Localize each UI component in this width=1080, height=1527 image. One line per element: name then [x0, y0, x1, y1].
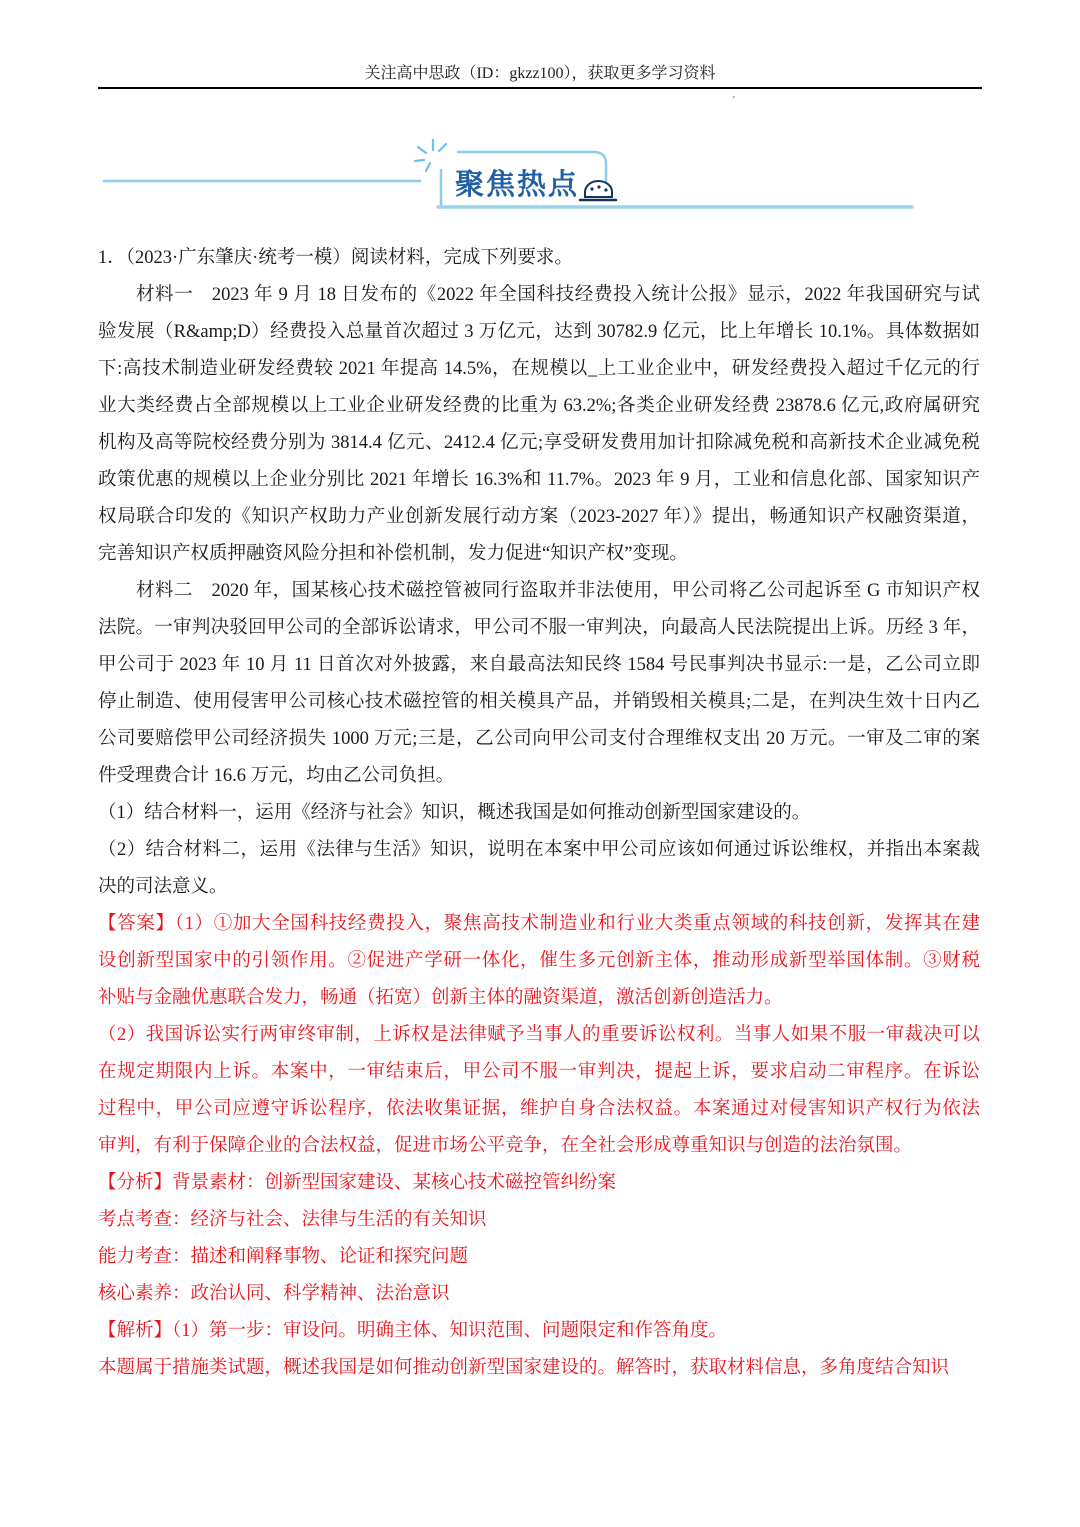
question-intro: 1．（2023·广东肇庆·统考一模）阅读材料，完成下列要求。 — [98, 248, 573, 268]
material-2-line: 法院。一审判决驳回甲公司的全部诉讼请求，甲公司不服一审判决，向最高人民法院提出上诉。历经 3 年， — [98, 618, 980, 638]
material-2-line: 停止制造、使用侵害甲公司核心技术磁控管的相关模具产品，并销毁相关模具;二是，在判决生效十日内乙 — [98, 692, 980, 712]
answer-line: 补贴与金融优惠联合发力，畅通（拓宽）创新主体的融资渠道，激活创新创造活力。 — [98, 988, 783, 1008]
material-1-line: 政策优惠的规模以上企业分别比 2021 年增长 16.3%和 11.7%。2023 年 9 月，工业和信息化部、国家知识产 — [98, 470, 980, 490]
material-1-label: 材料一 — [136, 285, 194, 305]
material-1-line: 权局联合印发的《知识产权助力产业创新发展行动方案（2023-2027 年）》提出，畅通知识产权融资渠道， — [98, 507, 980, 527]
answer-line: 审判，有利于保障企业的合法权益，促进市场公平竞争，在全社会形成尊重知识与创造的法治氛围。 — [98, 1136, 913, 1156]
answer-line: 在规定期限内上诉。本案中，一审结束后，甲公司不服一审判决，提起上诉，要求启动二审程序。在诉讼 — [98, 1062, 980, 1082]
banner-title: 聚焦热点 — [455, 167, 580, 201]
answer-first-line — [98, 906, 980, 943]
task-1-line: （1）结合材料一，运用《经济与社会》知识，概述我国是如何推动创新型国家建设的。 — [98, 803, 811, 823]
analysis-first-line — [98, 1165, 980, 1202]
answer-line: （2）我国诉讼实行两审终审制，上诉权是法律赋予当事人的重要诉讼权利。当事人如果不服一审裁决可以 — [98, 1025, 980, 1045]
analysis-label: 【分析】 — [98, 1173, 173, 1193]
cup-icon — [580, 181, 616, 200]
material-2-line: 件受理费合计 16.6 万元，均由乙公司负担。 — [98, 766, 455, 786]
material-1-line: 验发展（R&amp;D）经费投入总量首次超过 3 万亿元，达到 30782.9 亿元，比上年增长 10.1%。具体数据如 — [98, 322, 980, 342]
sparkle-icon — [415, 140, 446, 171]
task-2-line: 决的司法意义。 — [98, 877, 228, 897]
header-rule — [98, 87, 982, 89]
material-1-line: 下:高技术制造业研发经费较 2021 年提高 14.5%，在规模以_上工业企业中，研发经费投入超过千亿元的行 — [98, 359, 980, 379]
explanation-label: 【解析】 — [98, 1321, 173, 1341]
explanation-line: 本题属于措施类试题，概述我国是如何推动创新型国家建设的。解答时，获取材料信息，多角度结合知识 — [98, 1358, 950, 1378]
answer-label: 【答案】 — [98, 914, 175, 934]
page-header: 关注高中思政（ID：gkzz100），获取更多学习资料 — [364, 65, 716, 82]
stray-mark: ' — [733, 95, 735, 106]
material-2-line: 公司要赔偿甲公司经济损失 1000 万元;三是，乙公司向甲公司支付合理维权支出 20 万元。一审及二审的案 — [98, 729, 980, 749]
analysis-line: 考点考查：经济与社会、法律与生活的有关知识 — [98, 1210, 487, 1230]
banner-graphic — [0, 120, 1080, 220]
material-2-line: 甲公司于 2023 年 10 月 11 日首次对外披露，来自最高法知民终 1584 号民事判决书显示:一是，乙公司立即 — [98, 655, 980, 675]
answer-line: 设创新型国家中的引领作用。②促进产学研一体化，催生多元创新主体，推动形成新型举国体制。③财税 — [98, 951, 980, 971]
material-1-line: 机构及高等院校经费分别为 3814.4 亿元、2412.4 亿元;享受研发费用加计扣除减免税和高新技术企业减免税 — [98, 433, 980, 453]
material-2-label: 材料二 — [136, 581, 194, 601]
answer-line: 过程中，甲公司应遵守诉讼程序，依法收集证据，维护自身合法权益。本案通过对侵害知识产权行为依法 — [98, 1099, 980, 1119]
analysis-line: 能力考查：描述和阐释事物、论证和探究问题 — [98, 1247, 469, 1267]
analysis-background: 背景素材：创新型国家建设、某核心技术磁控管纠纷案 — [172, 1173, 617, 1193]
material-1-line: 2023 年 9 月 18 日发布的《2022 年全国科技经费投入统计公报》显示，2022 年我国研究与试 — [211, 285, 980, 305]
answer-line: （1）①加大全国科技经费投入，聚焦高技术制造业和行业大类重点领域的科技创新，发挥其在建 — [174, 914, 980, 934]
material-1-first-line — [98, 277, 980, 314]
question-content — [98, 240, 980, 1387]
explanation-step: （1）第一步：审设问。明确主体、知识范围、问题限定和作答角度。 — [172, 1321, 728, 1341]
material-1-line: 完善知识产权质押融资风险分担和补偿机制，发力促进“知识产权”变现。 — [98, 544, 688, 564]
material-2-first-line — [98, 573, 980, 610]
analysis-line: 核心素养：政治认同、科学精神、法治意识 — [98, 1284, 450, 1304]
task-2-line: （2）结合材料二，运用《法律与生活》知识，说明在本案中甲公司应该如何通过诉讼维权，并指出本案裁 — [98, 840, 980, 860]
material-2-line: 2020 年，国某核心技术磁控管被同行盗取并非法使用，甲公司将乙公司起诉至 G 市知识产权 — [211, 581, 980, 601]
explanation-first-line — [98, 1313, 980, 1350]
material-1-line: 业大类经费占全部规模以上工业企业研发经费的比重为 63.2%;各类企业研发经费 23878.6 亿元,政府属研究 — [98, 396, 980, 416]
